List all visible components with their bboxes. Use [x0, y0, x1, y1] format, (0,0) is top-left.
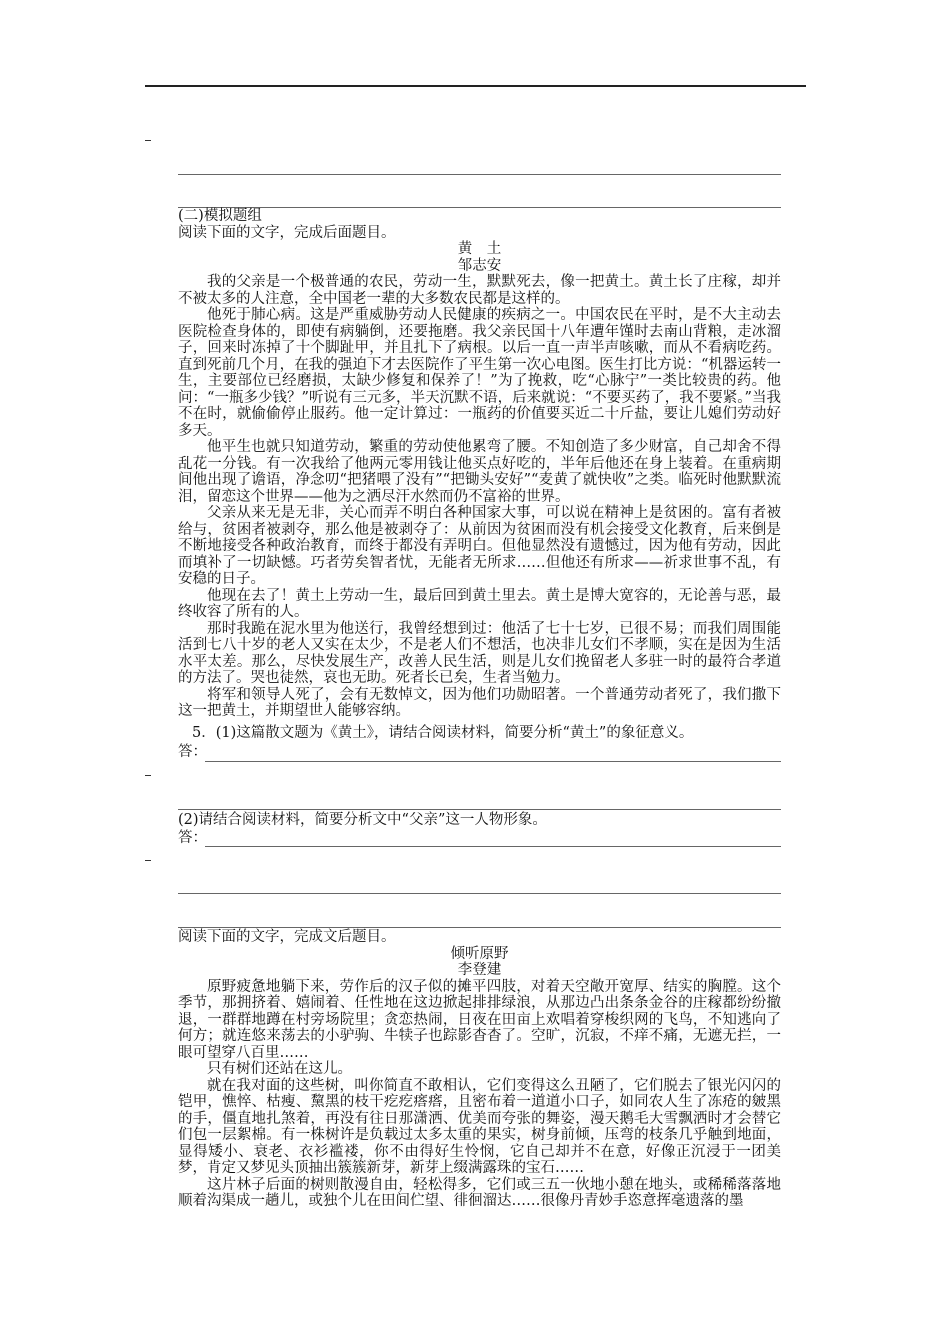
paragraph: 那时我跪在泥水里为他送行，我曾经想到过：他活了七十七岁，已很不易；而我们周围能活到七八十岁的老人又实在太少，不是老人们不想活，也决非儿女们不孝顺，实在是因为生活水平太差。那么，尽快发展生产，改善人民生活，则是儿女们挽留老人多驻一时的最符合孝道的方法了。哭也徒然，哀也无助。死者长已矣，生者当勉力。: [178, 620, 781, 686]
passage-qingting-yuanye: [178, 929, 781, 1210]
passage-title: 黄 土: [457, 241, 502, 257]
question-5-1: 5．(1)这篇散文题为《黄土》，请结合阅读材料，简要分析“黄土”的象征意义。: [192, 725, 694, 741]
answer-line: [178, 174, 781, 175]
answer-label: 答：: [178, 830, 207, 846]
paragraph: 我的父亲是一个极普通的农民，劳动一生，默默死去，像一把黄土。黄土长了庄稼，却并不被太多的人注意，全中国老一辈的大多数农民都是这样的。: [178, 274, 781, 307]
answer-label: 答：: [178, 744, 207, 760]
paragraph: 他平生也就只知道劳动，繁重的劳动使他累弯了腰。不知创造了多少财富，自己却舍不得乱花一分钱。有一次我给了他两元零用钱让他买点好吃的，半年后他还在身上装着。在重病期间他出现了谵语，净念叨“把猪喂了没有”“把锄头安好”“麦黄了就快收”之类。临死时他默默流泪，留恋这个世界——他为之洒尽汗水然而仍不富裕的世界。: [178, 439, 781, 505]
paragraph: 将军和领导人死了，会有无数悼文，因为他们功勋昭著。一个普通劳动者死了，我们撒下这一把黄土，并期望世人能够容纳。: [178, 686, 781, 719]
answer-line: [205, 761, 781, 762]
answer-line: [178, 809, 781, 810]
passage-huangtu: [178, 208, 781, 720]
passage-author: 邹志安: [457, 257, 502, 274]
paragraph: 原野疲惫地躺下来，劳作后的汉子似的摊平四肢，对着天空敞开宽厚、结实的胸膛。这个季节，那拥挤着、嬉闹着、任性地在这边掀起排排绿浪，从那边凸出条条金谷的庄稼都纷纷撤退，一群群地蹲在村旁场院里；贪恋热闹，日夜在田亩上欢唱着穿梭织网的飞鸟，不知逃向了何方；就连悠来荡去的小驴驹、牛犊子也踪影杳杳了。空旷，沉寂，不痒不痛，无遮无拦，一眼可望穿八百里……: [178, 978, 781, 1061]
margin-dash: [145, 860, 151, 861]
answer-line: [205, 846, 781, 847]
margin-dash: [145, 775, 151, 776]
paragraph: 父亲从来无是无非，关心而弄不明白各种国家大事，可以说在精神上是贫困的。富有者被给与，贫困者被剥夺，那么他是被剥夺了：从前因为贫困而没有机会接受文化教育，后来倒是不断地接受各种政治教育，而终于都没有弄明白。但他显然没有遗憾过，因为他有劳动，因此而填补了一切缺憾。巧者劳矣智者忧，无能者无所求……但他还有所求——祈求世事不乱，有安稳的日子。: [178, 505, 781, 587]
section-heading: (二)模拟题组: [178, 208, 262, 224]
paragraph: 这片林子后面的树则散漫自由，轻松得多，它们或三五一伙地小憩在地头，或稀稀落落地顺着沟渠成一趟儿，或独个儿在田间伫望、徘徊溜达……很像丹青妙手恣意挥毫遗落的墨: [178, 1176, 781, 1209]
paragraph: 他死于肺心病。这是严重威胁劳动人民健康的疾病之一。中国农民在平时，是不大主动去医院检查身体的，即使有病躺倒，还要拖磨。我父亲民国十八年遭年馑时去南山背粮，走冰溜子，回来时冻掉了十个脚趾甲，并且扎下了病根。以后一直一声半声咳嗽，而从不看病吃药。直到死前几个月，在我的强迫下才去医院作了平生第一次心电图。医生打比方说：“机器运转一生，主要部位已经磨损，太缺少修复和保养了！”为了挽救，吃“心脉宁”一类比较贵的药。他问：“一瓶多少钱？”听说有三元多，半天沉默不语，后来就说：“不要买药了，我不要紧。”当我不在时，就偷偷停止服药。他一定计算过：一瓶药的价值要买近二十斤盐，要让儿媳们劳动好多天。: [178, 307, 781, 439]
margin-dash: [145, 140, 151, 141]
paragraph: 就在我对面的这些树，叫你简直不敢相认，它们变得这么丑陋了，它们脱去了银光闪闪的铠甲，憔悴、枯瘦、黧黑的枝干疙疙瘩瘩，且密布着一道道小口子，如同农人生了冻疮的皴黑的手，僵直地扎煞着，再没有往日那潇洒、优美而夸张的舞姿，漫天鹅毛大雪飘洒时才会替它们包一层絮棉。有一株树许是负载过太多太重的果实，树身前倾，压弯的枝条几乎触到地面，显得矮小、衰老、衣衫褴褛，你不由得好生怜悯，它自己却并不在意，好像正沉浸于一团美梦，肯定又梦见头顶抽出簇簇新芽，新芽上缀满露珠的宝石……: [178, 1077, 781, 1176]
question-5-2: (2)请结合阅读材料，简要分析文中“父亲”这一人物形象。: [178, 812, 547, 828]
top-rule: [145, 85, 806, 87]
passage-author: 李登建: [457, 962, 502, 978]
passage-title: 倾听原野: [450, 945, 509, 962]
paragraph: 他现在去了！黄土上劳动一生，最后回到黄土里去。黄土是博大宽容的，无论善与恶，最终收容了所有的人。: [178, 587, 781, 620]
instruction: 阅读下面的文字，完成后面题目。: [178, 224, 396, 241]
instruction: 阅读下面的文字，完成文后题目。: [178, 929, 396, 945]
answer-line: [178, 893, 781, 894]
answer-line: [178, 927, 781, 928]
paragraph: 只有树们还站在这儿。: [207, 1061, 352, 1077]
